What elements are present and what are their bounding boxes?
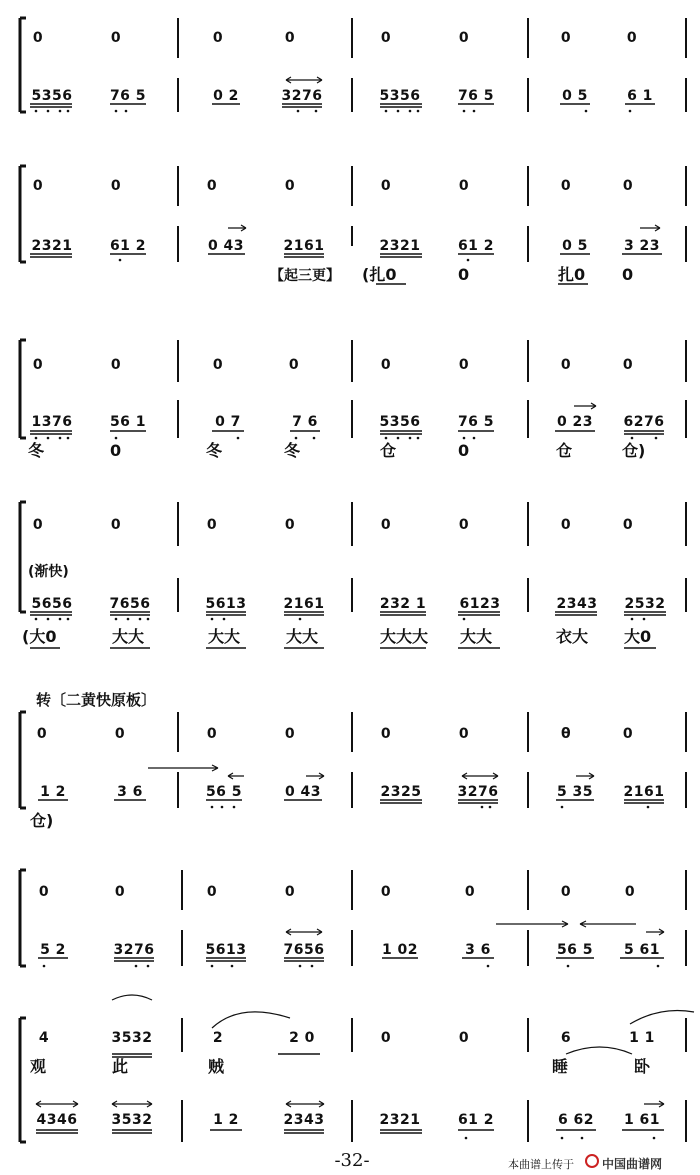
note-lower: 1 2 — [213, 1112, 239, 1128]
note-lower: 1 02 — [381, 942, 419, 958]
note-lower: 5356 — [379, 88, 421, 104]
note-lower: 2321 — [31, 238, 73, 254]
note-lower: 6 1 — [627, 88, 653, 104]
percussion-syllable: 冬 — [28, 441, 45, 460]
percussion-syllable: 衣大 — [556, 627, 589, 646]
note-upper: 0 — [380, 726, 392, 742]
key-change-marker: 转〔二黄快原板〕 — [36, 691, 157, 709]
note-upper: 0 — [624, 884, 636, 900]
note-upper: 0 — [458, 30, 470, 46]
note-upper: 0 — [622, 726, 634, 742]
note-lower: 5656 — [31, 596, 73, 612]
note-upper: 0 — [560, 884, 572, 900]
note-lower: 6276 — [623, 414, 665, 430]
note-lower: 3 6 — [117, 784, 143, 800]
note-upper: 6 — [560, 1030, 572, 1046]
percussion-syllable: 0 — [458, 265, 470, 284]
note-upper: 0 — [36, 726, 48, 742]
note-lower: 61 2 — [457, 238, 495, 254]
note-lower: 61 2 — [109, 238, 147, 254]
percussion-syllable: 0 — [622, 265, 634, 284]
percussion-syllable: 仓) — [622, 441, 646, 460]
note-lower: 5 2 — [40, 942, 66, 958]
note-upper: 0 — [32, 30, 44, 46]
note-upper: 0 — [32, 357, 44, 373]
percussion-syllable: 大大 — [112, 627, 145, 646]
note-lower: 2325 — [380, 784, 422, 800]
note-lower: 0 43 — [207, 238, 245, 254]
note-lower: 3 23 — [623, 238, 661, 254]
note-upper: 0 — [380, 517, 392, 533]
note-upper: 0 — [622, 357, 634, 373]
percussion-syllable: 0 — [458, 441, 470, 460]
note-upper: 0 — [206, 884, 218, 900]
note-lower: 7656 — [109, 596, 151, 612]
upload-note: 本曲谱上传于 — [508, 1158, 574, 1171]
note-upper: 0 — [380, 357, 392, 373]
note-upper: 3532 — [111, 1030, 153, 1046]
note-upper: 0 — [458, 726, 470, 742]
site-name[interactable]: 中国曲谱网 — [602, 1157, 663, 1171]
note-lower: 2532 — [624, 596, 666, 612]
note-upper: 0 — [288, 357, 300, 373]
lyric-char: 此 — [112, 1057, 129, 1076]
note-lower: 6123 — [459, 596, 501, 612]
note-upper: 2 — [212, 1030, 224, 1046]
note-lower: 2321 — [379, 1112, 421, 1128]
note-lower: 2161 — [283, 596, 325, 612]
lyric-char: 睡 — [552, 1057, 569, 1076]
note-lower: 232 1 — [379, 596, 427, 612]
percussion-syllable: 冬 — [206, 441, 223, 460]
lyric-char: 观 — [30, 1057, 47, 1076]
percussion-syllable: 仓 — [380, 441, 397, 460]
note-lower: 0 2 — [213, 88, 239, 104]
note-lower: 3532 — [111, 1112, 153, 1128]
note-lower: 5613 — [205, 942, 247, 958]
note-lower: 0 5 — [562, 238, 588, 254]
note-upper: 0 — [464, 884, 476, 900]
note-lower: 76 5 — [457, 88, 495, 104]
note-lower: 61 2 — [457, 1112, 495, 1128]
note-lower: 3276 — [281, 88, 323, 104]
note-upper: 0 — [32, 517, 44, 533]
note-upper: 0 — [622, 178, 634, 194]
note-upper: 0 — [458, 1030, 470, 1046]
note-upper: 0 — [284, 726, 296, 742]
note-upper: 0 — [380, 30, 392, 46]
percussion-syllable: 大大 — [460, 627, 493, 646]
note-upper: 1 1 — [629, 1030, 655, 1046]
percussion-syllable: 0 — [110, 441, 122, 460]
percussion-syllable: 冬 — [284, 441, 301, 460]
section-marker: 【起三更】 — [270, 268, 340, 284]
note-upper: 0 — [458, 178, 470, 194]
page-number: -32- — [334, 1150, 370, 1171]
note-lower: 5613 — [205, 596, 247, 612]
site-logo-icon — [585, 1154, 599, 1168]
note-lower: 2321 — [379, 238, 421, 254]
note-lower: 2161 — [283, 238, 325, 254]
note-lower: 1 2 — [40, 784, 66, 800]
note-upper: 0 — [110, 178, 122, 194]
note-lower: 5 61 — [623, 942, 661, 958]
note-upper: 0 — [110, 517, 122, 533]
percussion-syllable: (大0 — [22, 627, 57, 646]
note-lower: 4346 — [36, 1112, 78, 1128]
note-upper: 0 — [560, 178, 572, 194]
note-upper: 0 — [38, 884, 50, 900]
note-upper: 0 — [458, 517, 470, 533]
note-lower: 7 6 — [292, 414, 318, 430]
note-lower: 3276 — [457, 784, 499, 800]
note-lower: 0 7 — [215, 414, 241, 430]
percussion-syllable: 大0 — [624, 627, 652, 646]
note-lower: 3276 — [113, 942, 155, 958]
note-upper: 0 — [284, 517, 296, 533]
lyric-char: 卧 — [634, 1057, 651, 1076]
note-lower: 76 5 — [109, 88, 147, 104]
note-lower: 1376 — [31, 414, 73, 430]
note-upper: 0 — [560, 517, 572, 533]
note-lower: 0 23 — [556, 414, 594, 430]
note-upper: 0 — [560, 30, 572, 46]
note-upper: 0 — [32, 178, 44, 194]
percussion-syllable: (扎0 — [362, 265, 397, 284]
note-upper: 0 — [380, 884, 392, 900]
note-upper: 0 — [380, 178, 392, 194]
note-lower: 5356 — [379, 414, 421, 430]
note-upper: 0 — [206, 726, 218, 742]
note-lower: 2343 — [556, 596, 598, 612]
percussion-syllable: 仓) — [30, 811, 54, 830]
note-lower: 56 1 — [109, 414, 147, 430]
note-upper: 0 — [284, 30, 296, 46]
note-upper: 0 — [114, 884, 126, 900]
note-upper: 0 — [560, 357, 572, 373]
note-upper: 0 — [212, 357, 224, 373]
note-upper: 2 0 — [289, 1030, 315, 1046]
note-upper: 4 — [38, 1030, 50, 1046]
note-lower: 1 61 — [623, 1112, 661, 1128]
note-lower: 2343 — [283, 1112, 325, 1128]
note-upper: 0 — [206, 178, 218, 194]
note-lower: 3 6 — [465, 942, 491, 958]
note-lower: 5 35 — [556, 784, 594, 800]
percussion-syllable: 扎0 — [558, 265, 586, 284]
lyric-char: 贼 — [208, 1057, 225, 1076]
note-lower: 6 62 — [557, 1112, 595, 1128]
note-lower: 56 5 — [205, 784, 243, 800]
note-lower: 76 5 — [457, 414, 495, 430]
note-upper: 0 — [458, 357, 470, 373]
note-upper: 0 — [114, 726, 126, 742]
note-lower: 56 5 — [556, 942, 594, 958]
note-upper: 0 — [284, 178, 296, 194]
note-lower: 2161 — [623, 784, 665, 800]
note-upper: θ — [560, 726, 572, 742]
note-upper: 0 — [622, 517, 634, 533]
note-upper: 0 — [212, 30, 224, 46]
note-lower: 7656 — [283, 942, 325, 958]
note-upper: 0 — [206, 517, 218, 533]
note-lower: 0 5 — [562, 88, 588, 104]
note-lower: 0 43 — [284, 784, 322, 800]
percussion-syllable: 大大 — [286, 627, 319, 646]
percussion-syllable: 仓 — [556, 441, 573, 460]
note-upper: 0 — [284, 884, 296, 900]
note-upper: 0 — [626, 30, 638, 46]
note-lower: 5356 — [31, 88, 73, 104]
note-upper: 0 — [110, 357, 122, 373]
tempo-marking: (渐快) — [28, 564, 69, 580]
percussion-syllable: 大大大 — [380, 627, 429, 646]
note-upper: 0 — [110, 30, 122, 46]
percussion-syllable: 大大 — [208, 627, 241, 646]
note-upper: 0 — [380, 1030, 392, 1046]
